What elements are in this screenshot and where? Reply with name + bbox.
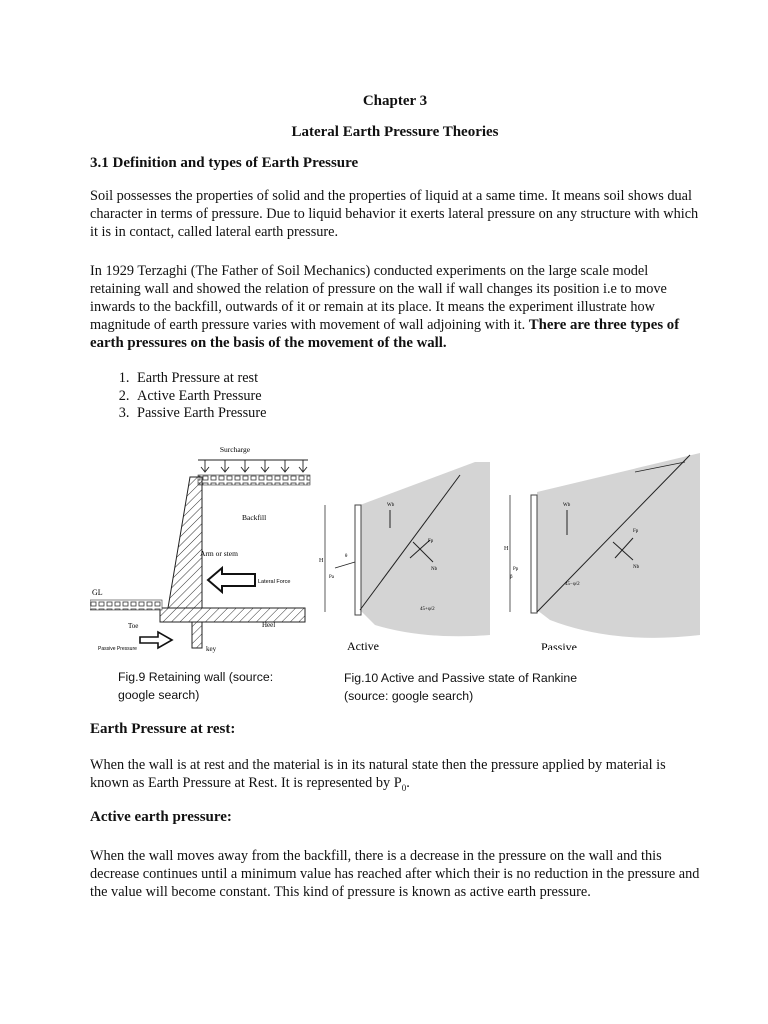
paragraph-active: When the wall moves away from the backfill, there is a decrease in the pressure on the wall and this decrease continues until a minimum value has reached after which their is no reduction in the pressure and the value will become constant. This kind of pressure is known as active earth pressure. (90, 848, 700, 900)
pressure-types-list (90, 370, 266, 423)
paragraph-definition: Soil possesses the properties of solid and the properties of liquid at a same time. It means soil shows dual character in terms of pressure. Due to liquid behavior it exerts lateral pressure on any structure with which it is in contact, called lateral earth pressure. (90, 188, 699, 240)
passive-angle-label: 45−φ/2 (565, 582, 580, 587)
rankine-figure (315, 450, 700, 650)
chapter-title: Lateral Earth Pressure Theories (291, 124, 499, 140)
surcharge-label: Surcharge (219, 445, 251, 454)
chapter-heading: Chapter 3 (362, 93, 428, 109)
active-angle-label: 45+φ/2 (420, 607, 435, 612)
paragraph-rest-end: . (406, 775, 410, 791)
list-item: 1. Earth Pressure at rest (133, 370, 266, 388)
active-theta-label: θ (345, 554, 348, 559)
passive-nb-label: Nb (633, 565, 640, 570)
list-item: 2. Active Earth Pressure (133, 388, 266, 406)
surcharge-arrows (201, 460, 307, 472)
gl-label: GL (92, 588, 103, 597)
heel-label: Heel (262, 621, 276, 629)
section-heading: 3.1 Definition and types of Earth Pressure (90, 155, 359, 171)
toe-label: Toe (128, 622, 139, 630)
key-label: key (206, 645, 217, 653)
active-nb-label: Nb (431, 567, 438, 572)
active-fp-label: Fp (428, 539, 434, 544)
lateral-force-label: Lateral Force (258, 579, 291, 585)
active-label: Active (347, 639, 379, 650)
active-wb-label: Wb (387, 503, 395, 508)
paragraph-terzaghi (90, 262, 700, 352)
paragraph-rest-subscript: 0 (401, 782, 407, 793)
passive-fp-label: Fp (633, 529, 639, 534)
paragraph-terzaghi-bold: There are three types of earth pressures on the basis of the movement of the wall. (90, 317, 680, 351)
heading-active-pressure: Active earth pressure: (90, 809, 232, 825)
active-h-label: H (319, 558, 324, 564)
paragraph-rest-text: When the wall is at rest and the material is in its natural state then the pressure applied by material is known as Earth Pressure at Rest. It is represented by P (90, 757, 666, 791)
passive-panel (504, 453, 700, 650)
arm-label: Arm or stem (200, 549, 238, 558)
passive-pp-label: Pp (513, 567, 519, 572)
list-item: 3. Passive Earth Pressure (133, 405, 266, 423)
paragraph-rest (90, 756, 700, 797)
heading-earth-pressure-rest: Earth Pressure at rest: (90, 721, 236, 737)
paragraph-terzaghi-text: In 1929 Terzaghi (The Father of Soil Mechanics) conducted experiments on the large scale model retaining wall and showed the relation of pressure on the wall if wall changes its position i.e to move inwards to the backfill, outwards of it or remain at its place. It means the experiment illustrate how magnitude of earth pressure varies with movement of wall adjoining with it. (90, 263, 667, 333)
figure-10-caption: Fig.10 Active and Passive state of Rankine (source: google search) (344, 671, 578, 703)
passive-h-label: H (504, 546, 509, 552)
retaining-wall-figure (90, 440, 315, 655)
passive-pressure-label: Passive Pressure (98, 646, 137, 652)
passive-wb-label: Wb (563, 503, 571, 508)
active-pa-label: Pa (329, 575, 334, 580)
passive-beta-label: β (510, 575, 513, 580)
passive-label: Passive (541, 640, 577, 650)
backfill-label: Backfill (242, 513, 267, 522)
active-panel (319, 462, 490, 650)
figure-9-caption: Fig.9 Retaining wall (source: google search) (118, 670, 274, 702)
